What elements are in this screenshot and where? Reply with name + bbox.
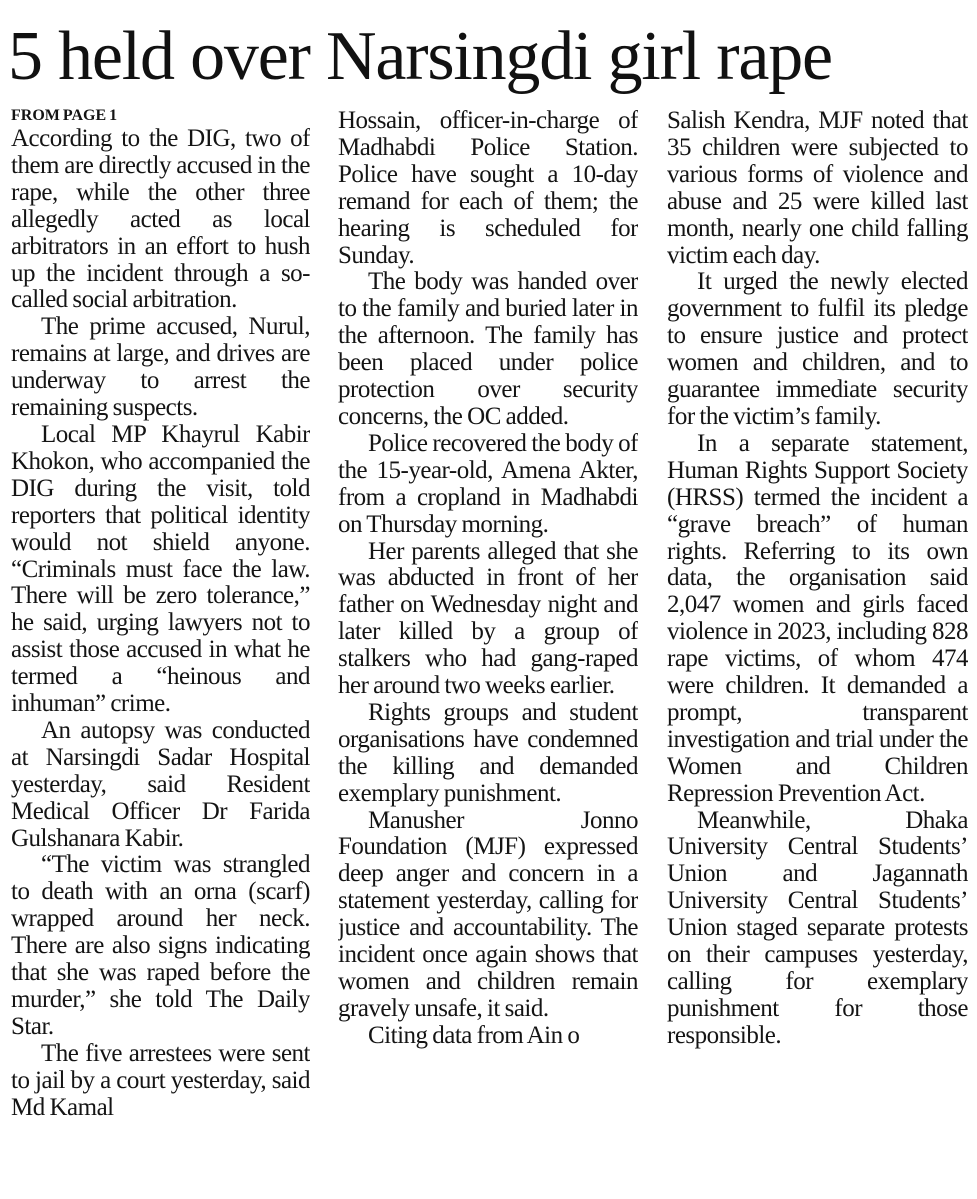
paragraph: Salish Kendra, MJF noted that 35 children were subjected to various forms of violence and abuse and 25 were killed last month, nearly one child falling victim each day.: [667, 108, 968, 269]
paragraph: “The victim was strangled to death with an orna (scarf) wrapped around her neck. There are also signs indicating that she was raped before the murder,” she told The Daily Star.: [11, 851, 310, 1040]
paragraph: It urged the newly elected government to fulfil its pledge to ensure justice and protect women and children, and to guarantee immediate security for the victim’s family.: [667, 268, 968, 430]
paragraph: The five arrestees were sent to jail by a court yesterday, said Md Kamal: [11, 1039, 310, 1121]
paragraph: Police recovered the body of the 15-year-old, Amena Akter, from a cropland in Madhabdi on Thursday morning.: [338, 429, 638, 538]
paragraph: Hossain, officer-in-charge of Madhabdi Police Station. Police have sought a 10-day remand for each of them; the hearing is scheduled for Sunday.: [338, 108, 638, 269]
paragraph: Citing data from Ain o: [368, 1021, 580, 1049]
headline: 5 held over Narsingdi girl rape: [8, 18, 832, 95]
paragraph: Local MP Khayrul Kabir Khokon, who accompanied the DIG during the visit, told reporters that political identity would not shield anyone. “Criminals must face the law. There will be zero tolerance,” he said, urging lawyers not to assist those accused in what he termed a “heinous and inhuman” crime.: [11, 420, 310, 718]
paragraph: Manusher Jonno Foundation (MJF) expressed deep anger and concern in a statement yesterday, calling for justice and accountability. The incident once again shows that women and children remain gravely unsafe, it said.: [338, 806, 638, 1022]
paragraph: The body was handed over to the family and buried later in the afternoon. The family has been placed under police protection over security concerns, the OC added.: [338, 268, 638, 430]
paragraph: An autopsy was conducted at Narsingdi Sadar Hospital yesterday, said Resident Medical Officer Dr Farida Gulshanara Kabir.: [11, 716, 310, 852]
paragraph: According to the DIG, two of them are directly accused in the rape, while the other three allegedly acted as local arbitrators in an effort to hush up the incident through a so-called social arbitration.: [11, 125, 310, 314]
paragraph: Her parents alleged that she was abducted in front of her father on Wednesday night and later killed by a group of stalkers who had gang-raped her around two weeks earlier.: [338, 537, 638, 700]
kicker-from-page-1: FROM PAGE 1: [11, 107, 118, 124]
paragraph: In a separate statement, Human Rights Support Society (HRSS) termed the incident a “grave breach” of human rights. Referring to its own data, the organisation said 2,047 women and girls faced violence in 2023, including 828 rape victims, of whom 474 were children. It demanded a prompt, transparent investigation and trial under the Women and Children Repression Prevention Act.: [667, 429, 968, 807]
paragraph: Rights groups and student organisations have condemned the killing and demanded exemplary punishment.: [338, 698, 638, 807]
article-column-2: [338, 108, 638, 1196]
article-column-1: [11, 106, 310, 1194]
paragraph: The prime accused, Nurul, remains at large, and drives are underway to arrest the remaining suspects.: [11, 313, 310, 422]
article-column-3: [667, 108, 968, 1196]
paragraph: Meanwhile, Dhaka University Central Students’ Union and Jagannath University Central Students’ Union staged separate protests on their campuses yesterday, calling for exemplary punishment for those responsible.: [667, 806, 968, 1049]
